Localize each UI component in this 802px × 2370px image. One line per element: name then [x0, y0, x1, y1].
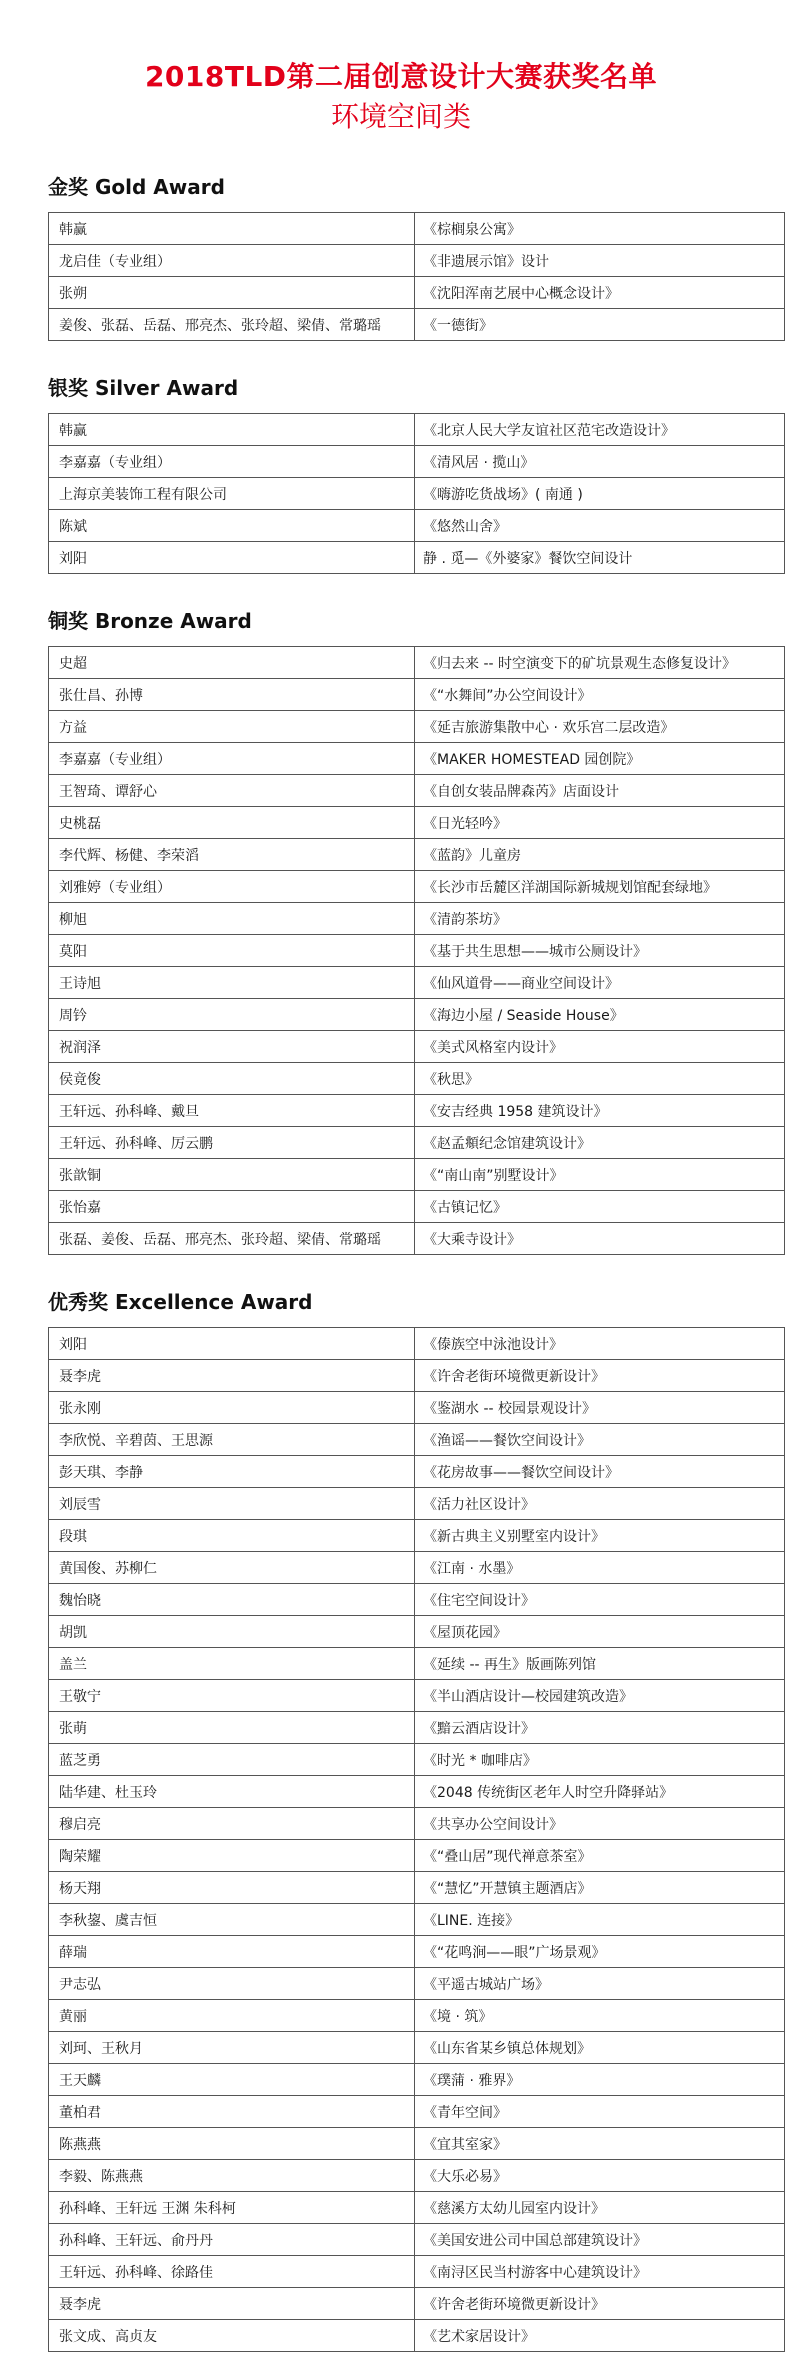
work-title: 《慈溪方太幼儿园室内设计》 [415, 2192, 785, 2224]
winner-name: 柳旭 [49, 903, 415, 935]
winner-name: 陶荣耀 [49, 1840, 415, 1872]
table-row [49, 1744, 785, 1776]
work-title: 《海边小屋 / Seaside House》 [415, 999, 785, 1031]
table-row [49, 871, 785, 903]
winner-name: 龙启佳（专业组） [49, 245, 415, 277]
table-row [49, 1520, 785, 1552]
work-title: 《山东省某乡镇总体规划》 [415, 2032, 785, 2064]
winner-name: 孙科峰、王轩远、俞丹丹 [49, 2224, 415, 2256]
winner-name: 聂李虎 [49, 1360, 415, 1392]
winner-name: 张文成、高贞友 [49, 2320, 415, 2352]
winner-name: 张萌 [49, 1712, 415, 1744]
table-row [49, 1968, 785, 2000]
winner-name: 陈燕燕 [49, 2128, 415, 2160]
work-title: 《共享办公空间设计》 [415, 1808, 785, 1840]
winner-name: 陈斌 [49, 510, 415, 542]
work-title: 《青年空间》 [415, 2096, 785, 2128]
winner-name: 姜俊、张磊、岳磊、邢亮杰、张玲超、梁倩、常璐瑶 [49, 309, 415, 341]
work-title: 《“南山南”别墅设计》 [415, 1159, 785, 1191]
table-row [49, 446, 785, 478]
winner-name: 盖兰 [49, 1648, 415, 1680]
winner-name: 王轩远、孙科峰、厉云鹏 [49, 1127, 415, 1159]
winner-name: 张永刚 [49, 1392, 415, 1424]
silver-award-table [48, 413, 785, 574]
work-title: 《黯云酒店设计》 [415, 1712, 785, 1744]
excellence-award-table [48, 1327, 785, 2352]
winner-name: 张仕昌、孙博 [49, 679, 415, 711]
table-row [49, 2288, 785, 2320]
work-title: 《“花鸣涧——眼”广场景观》 [415, 1936, 785, 1968]
gold-award-section [48, 174, 764, 341]
table-row [49, 1904, 785, 1936]
work-title: 《平遥古城站广场》 [415, 1968, 785, 2000]
winner-name: 聂李虎 [49, 2288, 415, 2320]
winner-name: 莫阳 [49, 935, 415, 967]
winner-name: 董柏君 [49, 2096, 415, 2128]
work-title: 《蓝韵》儿童房 [415, 839, 785, 871]
work-title: 《非遗展示馆》设计 [415, 245, 785, 277]
table-row [49, 743, 785, 775]
winner-name: 孙科峰、王轩远 王渊 朱科柯 [49, 2192, 415, 2224]
work-title: 《时光 * 咖啡店》 [415, 1744, 785, 1776]
table-row [49, 1223, 785, 1255]
winner-name: 史超 [49, 647, 415, 679]
table-row [49, 2320, 785, 2352]
table-row [49, 1328, 785, 1360]
work-title: 《棕榈泉公寓》 [415, 213, 785, 245]
table-row [49, 1456, 785, 1488]
work-title: 《宜其室家》 [415, 2128, 785, 2160]
work-title: 《住宅空间设计》 [415, 1584, 785, 1616]
winner-name: 胡凯 [49, 1616, 415, 1648]
table-row [49, 1191, 785, 1223]
table-row [49, 1063, 785, 1095]
table-row [49, 1392, 785, 1424]
table-row [49, 542, 785, 574]
work-title: 静 . 觅—《外婆家》餐饮空间设计 [415, 542, 785, 574]
table-row [49, 1488, 785, 1520]
table-row [49, 1424, 785, 1456]
work-title: 《“叠山居”现代禅意茶室》 [415, 1840, 785, 1872]
winner-name: 黄国俊、苏柳仁 [49, 1552, 415, 1584]
table-row [49, 1552, 785, 1584]
winner-name: 祝润泽 [49, 1031, 415, 1063]
work-title: 《仙风道骨——商业空间设计》 [415, 967, 785, 999]
work-title: 《基于共生思想——城市公厕设计》 [415, 935, 785, 967]
winner-name: 李秋鋆、虞吉恒 [49, 1904, 415, 1936]
bronze-award-table [48, 646, 785, 1255]
winner-name: 上海京美装饰工程有限公司 [49, 478, 415, 510]
work-title: 《北京人民大学友谊社区范宅改造设计》 [415, 414, 785, 446]
table-row [49, 1936, 785, 1968]
gold-award-heading: 金奖 Gold Award [48, 175, 225, 199]
work-title: 《大乐必易》 [415, 2160, 785, 2192]
table-row [49, 1095, 785, 1127]
silver-award-section [48, 375, 764, 574]
work-title: 《南浔区民当村游客中心建筑设计》 [415, 2256, 785, 2288]
work-title: 《半山酒店设计—校园建筑改造》 [415, 1680, 785, 1712]
table-row [49, 967, 785, 999]
table-row [49, 2128, 785, 2160]
winner-name: 张歆铜 [49, 1159, 415, 1191]
winner-name: 薛瑞 [49, 1936, 415, 1968]
work-title: 《活力社区设计》 [415, 1488, 785, 1520]
work-title: 《许舍老街环境微更新设计》 [415, 1360, 785, 1392]
table-row [49, 1872, 785, 1904]
table-row [49, 775, 785, 807]
winner-name: 侯竟俊 [49, 1063, 415, 1095]
table-row [49, 478, 785, 510]
winner-name: 彭天琪、李静 [49, 1456, 415, 1488]
work-title: 《美国安进公司中国总部建筑设计》 [415, 2224, 785, 2256]
work-title: 《屋顶花园》 [415, 1616, 785, 1648]
work-title: 《嗨游吃货战场》( 南通 ) [415, 478, 785, 510]
winner-name: 张怡嘉 [49, 1191, 415, 1223]
table-row [49, 1712, 785, 1744]
work-title: 《艺术家居设计》 [415, 2320, 785, 2352]
work-title: 《延吉旅游集散中心 · 欢乐宫二层改造》 [415, 711, 785, 743]
work-title: 《渔谣——餐饮空间设计》 [415, 1424, 785, 1456]
table-row [49, 2256, 785, 2288]
work-title: 《延续 -- 再生》版画陈列馆 [415, 1648, 785, 1680]
table-row [49, 309, 785, 341]
work-title: 《自创女装品牌森芮》店面设计 [415, 775, 785, 807]
work-title: 《许舍老街环境微更新设计》 [415, 2288, 785, 2320]
work-title: 《古镇记忆》 [415, 1191, 785, 1223]
winner-name: 李毅、陈燕燕 [49, 2160, 415, 2192]
winner-name: 穆启亮 [49, 1808, 415, 1840]
table-row [49, 414, 785, 446]
work-title: 《归去来 -- 时空演变下的矿坑景观生态修复设计》 [415, 647, 785, 679]
table-row [49, 935, 785, 967]
work-title: 《安吉经典 1958 建筑设计》 [415, 1095, 785, 1127]
winner-name: 王敬宁 [49, 1680, 415, 1712]
winner-name: 刘辰雪 [49, 1488, 415, 1520]
work-title: 《鉴湖水 -- 校园景观设计》 [415, 1392, 785, 1424]
winner-name: 王轩远、孙科峰、徐路佳 [49, 2256, 415, 2288]
table-row [49, 1680, 785, 1712]
work-title: 《一德街》 [415, 309, 785, 341]
work-title: 《2048 传统街区老年人时空升降驿站》 [415, 1776, 785, 1808]
work-title: 《秋思》 [415, 1063, 785, 1095]
table-row [49, 1840, 785, 1872]
work-title: 《境 · 筑》 [415, 2000, 785, 2032]
work-title: 《清风居 · 揽山》 [415, 446, 785, 478]
work-title: 《沈阳浑南艺展中心概念设计》 [415, 277, 785, 309]
winner-name: 王天麟 [49, 2064, 415, 2096]
silver-award-heading: 银奖 Silver Award [48, 376, 239, 400]
work-title: 《大乘寺设计》 [415, 1223, 785, 1255]
work-title: 《江南 · 水墨》 [415, 1552, 785, 1584]
table-row [49, 2064, 785, 2096]
table-row [49, 2160, 785, 2192]
winner-name: 刘阳 [49, 1328, 415, 1360]
winner-name: 韩赢 [49, 213, 415, 245]
winner-name: 李代辉、杨健、李荣滔 [49, 839, 415, 871]
table-row [49, 1584, 785, 1616]
winner-name: 周钤 [49, 999, 415, 1031]
table-row [49, 2032, 785, 2064]
table-row [49, 839, 785, 871]
table-row [49, 1159, 785, 1191]
winner-name: 李欣悦、辛碧茵、王思源 [49, 1424, 415, 1456]
work-title: 《LINE. 连接》 [415, 1904, 785, 1936]
bronze-award-section [48, 608, 764, 1255]
winner-name: 陆华建、杜玉玲 [49, 1776, 415, 1808]
work-title: 《傣族空中泳池设计》 [415, 1328, 785, 1360]
table-row [49, 213, 785, 245]
work-title: 《悠然山舍》 [415, 510, 785, 542]
winner-name: 王轩远、孙科峰、戴旦 [49, 1095, 415, 1127]
winner-name: 李嘉嘉（专业组） [49, 743, 415, 775]
table-row [49, 2192, 785, 2224]
winner-name: 王智琦、谭舒心 [49, 775, 415, 807]
table-row [49, 2000, 785, 2032]
table-row [49, 1031, 785, 1063]
winner-name: 刘阳 [49, 542, 415, 574]
table-row [49, 2224, 785, 2256]
work-title: 《“慧忆”开慧镇主题酒店》 [415, 1872, 785, 1904]
table-row [49, 1616, 785, 1648]
work-title: 《“水舞间”办公空间设计》 [415, 679, 785, 711]
winner-name: 杨天翔 [49, 1872, 415, 1904]
table-row [49, 2096, 785, 2128]
winner-name: 史桃磊 [49, 807, 415, 839]
table-row [49, 245, 785, 277]
winner-name: 刘珂、王秋月 [49, 2032, 415, 2064]
page-subtitle: 环境空间类 [330, 100, 471, 133]
work-title: 《MAKER HOMESTEAD 园创院》 [415, 743, 785, 775]
table-row [49, 1360, 785, 1392]
table-row [49, 679, 785, 711]
winner-name: 魏怡晓 [49, 1584, 415, 1616]
winner-name: 刘雅婷（专业组） [49, 871, 415, 903]
excellence-award-heading: 优秀奖 Excellence Award [48, 1290, 313, 1314]
winner-name: 黄丽 [49, 2000, 415, 2032]
page-title: 2018TLD第二届创意设计大赛获奖名单 [144, 60, 658, 93]
winner-name: 韩赢 [49, 414, 415, 446]
table-row [49, 903, 785, 935]
gold-award-table [48, 212, 785, 341]
bronze-award-heading: 铜奖 Bronze Award [48, 609, 252, 633]
table-row [49, 1648, 785, 1680]
table-row [49, 999, 785, 1031]
winner-name: 李嘉嘉（专业组） [49, 446, 415, 478]
winner-name: 王诗旭 [49, 967, 415, 999]
excellence-award-section [48, 1289, 764, 2352]
work-title: 《清韵茶坊》 [415, 903, 785, 935]
table-row [49, 1127, 785, 1159]
winner-name: 张磊、姜俊、岳磊、邢亮杰、张玲超、梁倩、常璐瑶 [49, 1223, 415, 1255]
work-title: 《美式风格室内设计》 [415, 1031, 785, 1063]
winner-name: 蓝芝勇 [49, 1744, 415, 1776]
table-row [49, 647, 785, 679]
work-title: 《花房故事——餐饮空间设计》 [415, 1456, 785, 1488]
winner-name: 方益 [49, 711, 415, 743]
winner-name: 张朔 [49, 277, 415, 309]
work-title: 《璞蒲 · 雅界》 [415, 2064, 785, 2096]
table-row [49, 510, 785, 542]
table-row [49, 277, 785, 309]
table-row [49, 711, 785, 743]
winner-name: 尹志弘 [49, 1968, 415, 2000]
table-row [49, 807, 785, 839]
work-title: 《长沙市岳麓区洋湖国际新城规划馆配套绿地》 [415, 871, 785, 903]
winner-name: 段琪 [49, 1520, 415, 1552]
work-title: 《日光轻吟》 [415, 807, 785, 839]
table-row [49, 1776, 785, 1808]
table-row [49, 1808, 785, 1840]
work-title: 《新古典主义别墅室内设计》 [415, 1520, 785, 1552]
work-title: 《赵孟頫纪念馆建筑设计》 [415, 1127, 785, 1159]
